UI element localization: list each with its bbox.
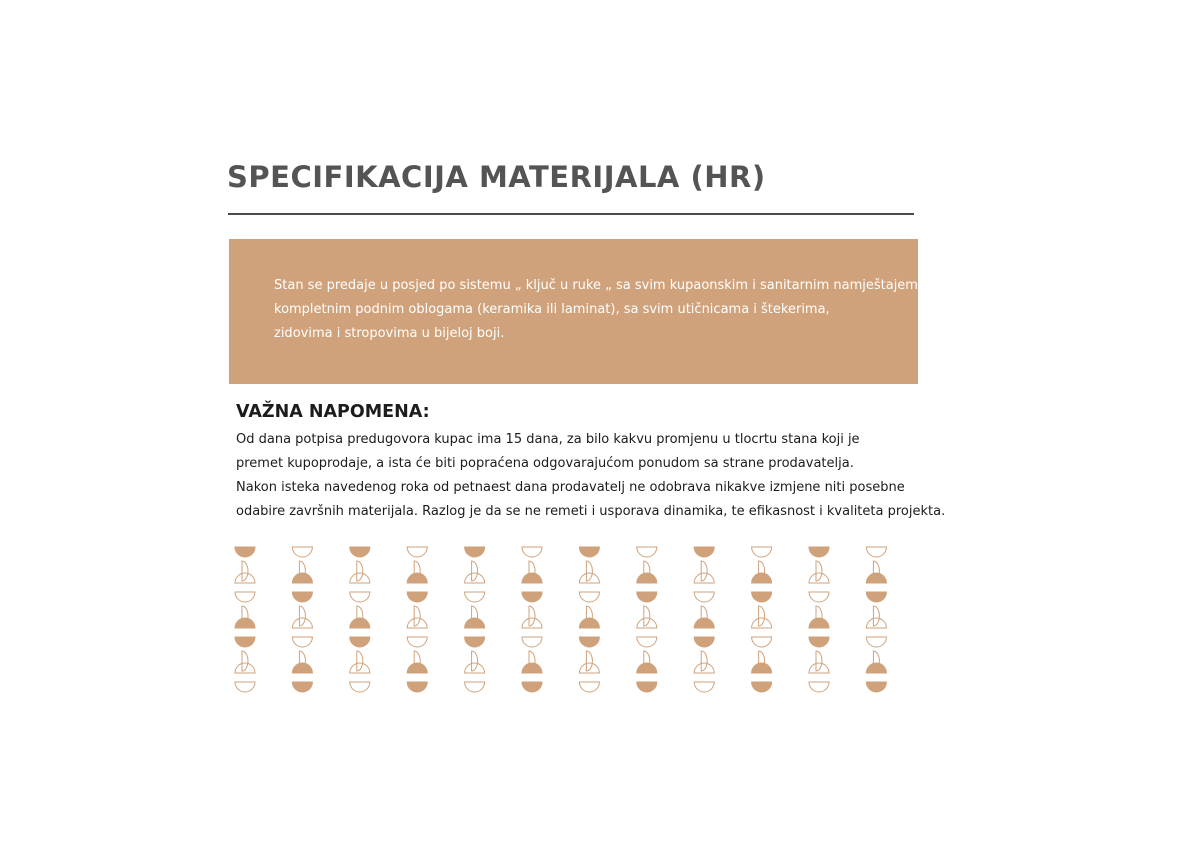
half-circle-shape xyxy=(866,592,886,602)
half-circle-shape xyxy=(350,592,370,602)
half-circle-shape xyxy=(637,592,657,602)
half-circle-shape xyxy=(809,592,829,602)
half-circle-shape xyxy=(235,573,255,583)
half-circle-shape xyxy=(292,618,312,628)
half-circle-shape xyxy=(407,682,427,692)
half-circle-shape xyxy=(522,547,542,557)
title-divider xyxy=(228,213,914,215)
half-circle-shape xyxy=(809,547,829,557)
half-circle-shape xyxy=(407,663,427,673)
d-shape xyxy=(472,651,478,671)
half-circle-shape xyxy=(465,592,485,602)
half-circle-shape xyxy=(522,592,542,602)
half-circle-shape xyxy=(350,618,370,628)
half-circle-shape xyxy=(809,573,829,583)
info-box xyxy=(229,239,923,384)
info-text xyxy=(274,274,923,346)
note-line: odabire završnih materijala. Razlog je da se ne remeti i usporava dinamika, te efikasnost i kvaliteta projekta. xyxy=(236,504,946,519)
d-shape xyxy=(701,561,707,581)
d-shape xyxy=(586,651,592,671)
d-shape xyxy=(357,651,363,671)
half-circle-shape xyxy=(694,573,714,583)
half-circle-shape xyxy=(637,573,657,583)
d-shape xyxy=(816,651,822,671)
half-circle-shape xyxy=(235,637,255,647)
half-circle-shape xyxy=(637,637,657,647)
half-circle-shape xyxy=(522,682,542,692)
half-circle-shape xyxy=(465,547,485,557)
half-circle-shape xyxy=(579,663,599,673)
half-circle-shape xyxy=(522,573,542,583)
d-shape xyxy=(472,561,478,581)
half-circle-shape xyxy=(579,592,599,602)
half-circle-shape xyxy=(752,682,772,692)
half-circle-shape xyxy=(350,682,370,692)
half-circle-shape xyxy=(579,682,599,692)
half-circle-shape xyxy=(465,637,485,647)
half-circle-shape xyxy=(866,663,886,673)
d-shape xyxy=(242,651,248,671)
half-circle-shape xyxy=(809,637,829,647)
half-circle-shape xyxy=(292,547,312,557)
half-circle-shape xyxy=(637,547,657,557)
half-circle-shape xyxy=(522,618,542,628)
note-line: Nakon isteka navedenog roka od petnaest dana prodavatelj ne odobrava nikakve izmjene niti posebne xyxy=(236,480,905,495)
half-circle-shape xyxy=(292,663,312,673)
half-circle-shape xyxy=(465,618,485,628)
half-circle-shape xyxy=(407,547,427,557)
d-shape xyxy=(873,606,879,626)
half-circle-shape xyxy=(235,618,255,628)
half-circle-shape xyxy=(752,592,772,602)
half-circle-shape xyxy=(752,547,772,557)
half-circle-shape xyxy=(292,592,312,602)
half-circle-shape xyxy=(465,663,485,673)
half-circle-shape xyxy=(809,618,829,628)
d-shape xyxy=(299,606,305,626)
half-circle-shape xyxy=(407,592,427,602)
half-circle-shape xyxy=(350,663,370,673)
half-circle-shape xyxy=(752,663,772,673)
d-shape xyxy=(357,561,363,581)
half-circle-shape xyxy=(752,618,772,628)
page-title: SPECIFIKACIJA MATERIJALA (HR) xyxy=(227,160,766,194)
half-circle-shape xyxy=(522,663,542,673)
d-shape xyxy=(586,561,592,581)
half-circle-shape xyxy=(866,547,886,557)
note-line: Od dana potpisa predugovora kupac ima 15 dana, za bilo kakvu promjenu u tlocrtu stana koji je xyxy=(236,432,860,447)
half-circle-shape xyxy=(407,618,427,628)
half-circle-shape xyxy=(866,682,886,692)
half-circle-shape xyxy=(752,637,772,647)
half-circle-shape xyxy=(235,682,255,692)
d-shape xyxy=(759,606,765,626)
half-circle-shape xyxy=(866,618,886,628)
info-line: Stan se predaje u posjed po sistemu „ ključ u ruke „ sa svim kupaonskim i sanitarnim namještajem, xyxy=(274,278,923,293)
d-shape xyxy=(644,606,650,626)
note-body xyxy=(236,428,945,524)
half-circle-shape xyxy=(407,637,427,647)
half-circle-shape xyxy=(292,637,312,647)
half-circle-shape xyxy=(866,637,886,647)
note-heading: VAŽNA NAPOMENA: xyxy=(236,402,430,422)
half-circle-shape xyxy=(752,573,772,583)
d-shape xyxy=(816,561,822,581)
half-circle-shape xyxy=(694,618,714,628)
half-circle-shape xyxy=(637,618,657,628)
half-circle-shape xyxy=(579,547,599,557)
half-circle-shape xyxy=(579,618,599,628)
d-shape xyxy=(242,561,248,581)
half-circle-shape xyxy=(465,573,485,583)
half-circle-shape xyxy=(694,592,714,602)
d-shape xyxy=(529,606,535,626)
half-circle-shape xyxy=(866,573,886,583)
d-shape xyxy=(414,606,420,626)
half-circle-shape xyxy=(694,663,714,673)
half-circle-shape xyxy=(407,573,427,583)
half-circle-shape xyxy=(235,592,255,602)
half-circle-shape xyxy=(350,637,370,647)
half-circle-shape xyxy=(350,573,370,583)
note-line: premet kupoprodaje, a ista će biti popraćena odgovarajućom ponudom sa strane prodavatelja. xyxy=(236,456,854,471)
half-circle-shape xyxy=(235,547,255,557)
half-circle-pattern-icon xyxy=(230,543,920,695)
info-line: zidovima i stropovima u bijeloj boji. xyxy=(274,326,505,341)
half-circle-shape xyxy=(350,547,370,557)
half-circle-shape xyxy=(694,637,714,647)
half-circle-shape xyxy=(694,547,714,557)
half-circle-shape xyxy=(465,682,485,692)
half-circle-shape xyxy=(579,637,599,647)
d-shape xyxy=(701,651,707,671)
half-circle-shape xyxy=(292,682,312,692)
half-circle-shape xyxy=(522,637,542,647)
half-circle-shape xyxy=(809,663,829,673)
half-circle-shape xyxy=(235,663,255,673)
info-line: kompletnim podnim oblogama (keramika ili laminat), sa svim utičnicama i štekerima, xyxy=(274,302,830,317)
half-circle-shape xyxy=(637,682,657,692)
half-circle-shape xyxy=(809,682,829,692)
half-circle-shape xyxy=(694,682,714,692)
half-circle-shape xyxy=(637,663,657,673)
half-circle-shape xyxy=(292,573,312,583)
half-circle-shape xyxy=(579,573,599,583)
